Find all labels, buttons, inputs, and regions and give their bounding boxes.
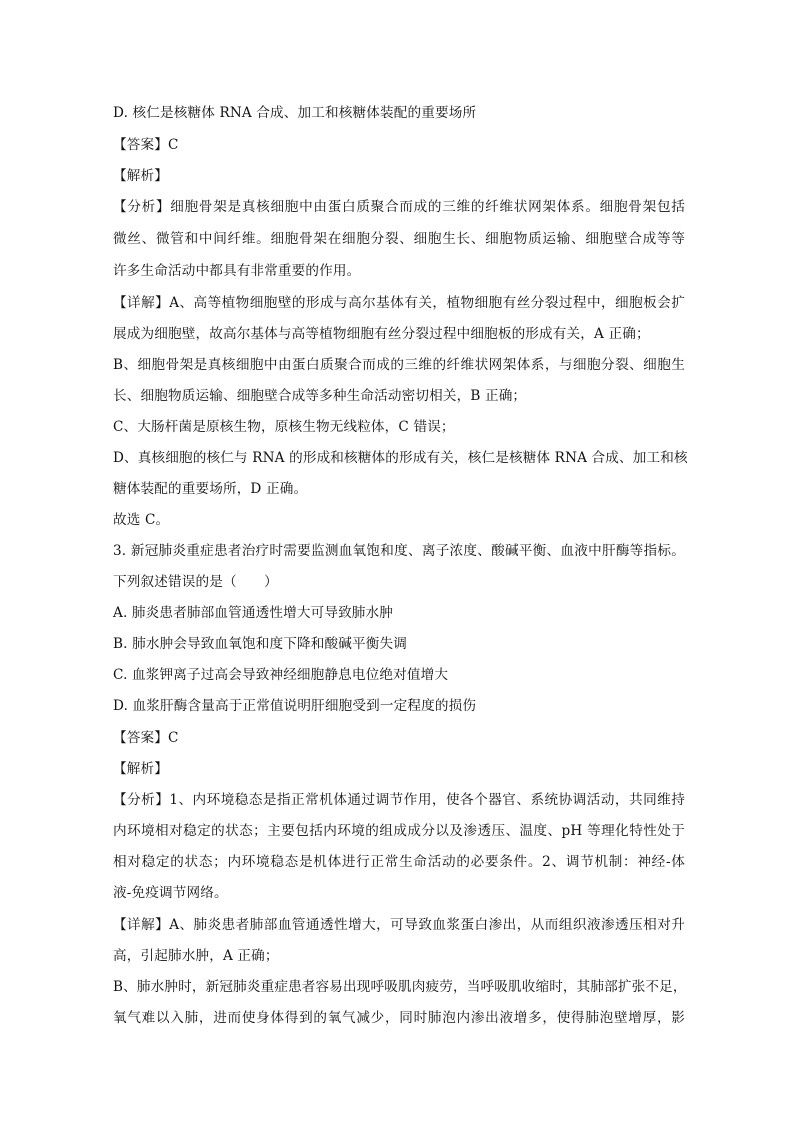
text-line: 许多生命活动中都具有非常重要的作用。 — [113, 263, 361, 279]
text-line: 【详解】A、高等植物细胞壁的形成与高尔基体有关，植物细胞有丝分裂过程中，细胞板会扩 — [113, 295, 685, 311]
text-line: D. 核仁是核糖体 RNA 合成、加工和核糖体装配的重要场所 — [113, 105, 477, 121]
text-line: 长、细胞物质运输、细胞壁合成等多种生命活动密切相关，B 正确； — [113, 388, 527, 404]
text-line: 相对稳定的状态；内环境稳态是机体进行正常生命活动的必要条件。2、调节机制：神经-体 — [113, 854, 685, 870]
text-line: 糖体装配的重要场所，D 正确。 — [113, 481, 308, 497]
text-line: 展成为细胞壁，故高尔基体与高等植物细胞有丝分裂过程中细胞板的形成有关，A 正确； — [113, 326, 650, 342]
text-line: 【详解】A、肺炎患者肺部血管通透性增大，可导致血浆蛋白渗出，从而组织液渗透压相对升 — [113, 917, 685, 933]
text-line: 故选 C。 — [113, 512, 170, 528]
question-stem: 3. 新冠肺炎重症患者治疗时需要监测血氧饱和度、离子浓度、酸碱平衡、血液中肝酶等指标。 — [113, 543, 685, 559]
option-d: D. 血浆肝酶含量高于正常值说明肝细胞受到一定程度的损伤 — [113, 698, 477, 714]
text-line: B、肺水肿时，新冠肺炎重症患者容易出现呼吸肌肉疲劳，当呼吸肌收缩时，其肺部扩张不足， — [113, 979, 687, 995]
question-stem: 下列叙述错误的是（ ） — [113, 574, 278, 590]
text-line: 液-免疫调节网络。 — [113, 885, 228, 901]
answer-label: 【答案】C — [113, 137, 179, 153]
text-line: 【分析】1、内环境稳态是指正常机体通过调节作用，使各个器官、系统协调活动，共同维持 — [113, 792, 685, 808]
option-b: B. 肺水肿会导致血氧饱和度下降和酸碱平衡失调 — [113, 636, 407, 652]
text-line: 氧气难以入肺，进而使身体得到的氧气减少，同时肺泡内渗出液增多，使得肺泡壁增厚，影 — [113, 1010, 685, 1026]
text-line: 【分析】细胞骨架是真核细胞中由蛋白质聚合而成的三维的纤维状网架体系。细胞骨架包括 — [113, 199, 685, 215]
analysis-heading: 【解析】 — [113, 761, 168, 777]
text-line: 高，引起肺水肿，A 正确； — [113, 948, 279, 964]
text-line: D、真核细胞的核仁与 RNA 的形成和核糖体的形成有关，核仁是核糖体 RNA 合成、加工和核 — [113, 450, 688, 466]
text-line: B、细胞骨架是真核细胞中由蛋白质聚合而成的三维的纤维状网架体系，与细胞分裂、细胞生 — [113, 357, 685, 373]
text-line: 内环境相对稳定的状态；主要包括内环境的组成成分以及渗透压、温度、pH 等理化特性处于 — [113, 823, 685, 839]
answer-label: 【答案】C — [113, 730, 179, 746]
text-line: C、大肠杆菌是原核生物，原核生物无线粒体，C 错误； — [113, 419, 455, 435]
option-c: C. 血浆钾离子过高会导致神经细胞静息电位绝对值增大 — [113, 667, 449, 683]
text-line: 微丝、微管和中间纤维。细胞骨架在细胞分裂、细胞生长、细胞物质运输、细胞壁合成等等 — [113, 231, 685, 247]
analysis-heading: 【解析】 — [113, 168, 168, 184]
option-a: A. 肺炎患者肺部血管通透性增大可导致肺水肿 — [113, 605, 394, 621]
